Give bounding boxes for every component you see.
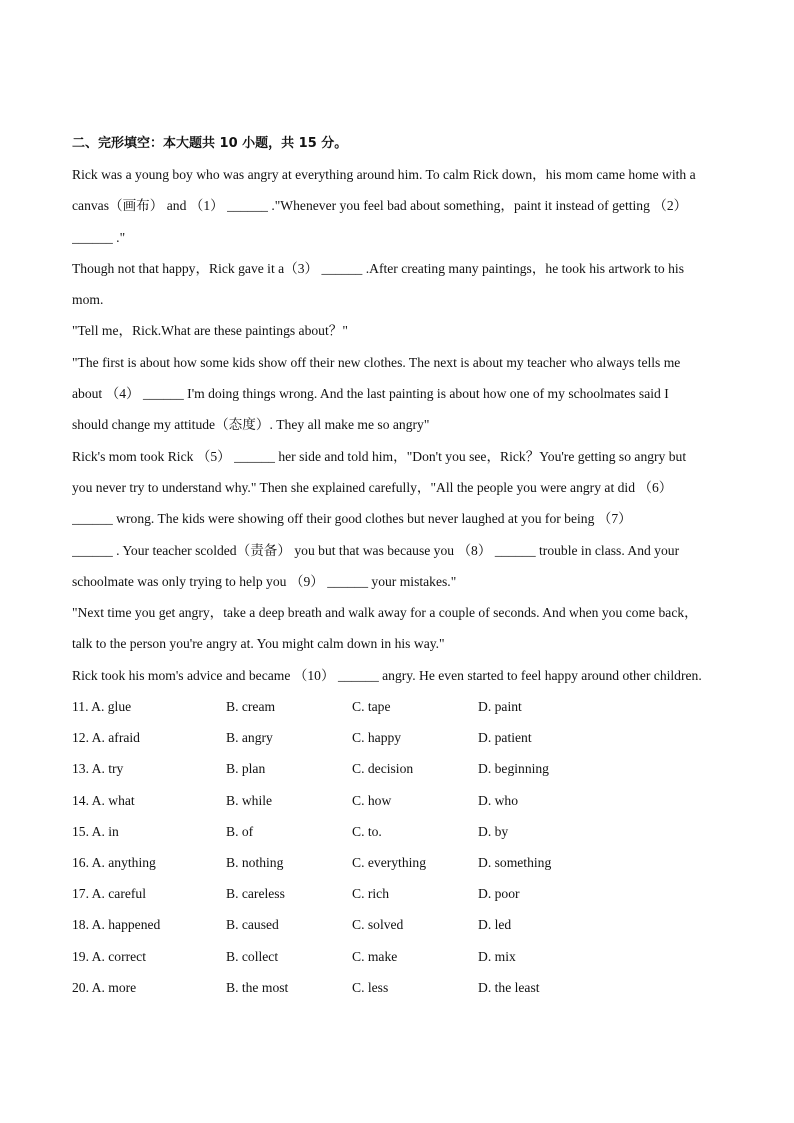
option-d: D. led xyxy=(478,917,512,933)
option-d: D. mix xyxy=(478,948,516,964)
question-row-17 xyxy=(72,878,722,909)
option-d: D. paint xyxy=(478,699,522,715)
section-heading: 二、完形填空：本大题共 10 小题，共 15 分。 xyxy=(72,136,348,151)
option-b: B. nothing xyxy=(226,854,284,870)
passage-line: should change my attitude（态度）. They all make me so angry" xyxy=(72,417,430,433)
option-d: D. by xyxy=(478,823,509,839)
option-c: C. make xyxy=(352,948,398,964)
option-a: 12. A. afraid xyxy=(72,730,140,746)
passage-line: schoolmate was only trying to help you （9） ______ your mistakes." xyxy=(72,573,457,589)
option-c: C. everything xyxy=(352,854,426,870)
question-row-14 xyxy=(72,785,722,816)
option-d: D. patient xyxy=(478,730,532,746)
passage-line: Though not that happy，Rick gave it a（3） ______ .After creating many paintings，he took his artwork to his xyxy=(72,260,684,276)
option-c: C. solved xyxy=(352,917,404,933)
passage-line: mom. xyxy=(72,292,104,308)
passage-line: Rick was a young boy who was angry at everything around him. To calm Rick down，his mom came home with a xyxy=(72,167,696,182)
passage-line: Rick's mom took Rick （5） ______ her side and told him，"Don't you see，Rick？You're getting so angry but xyxy=(72,448,687,464)
cloze-passage xyxy=(72,159,722,691)
question-row-19 xyxy=(72,941,722,972)
passage-line: "Next time you get angry，take a deep breath and walk away for a couple of seconds. And when you come back， xyxy=(72,605,698,621)
option-b: B. while xyxy=(226,792,273,808)
passage-line: ______ wrong. The kids were showing off their good clothes but never laughed at you for being （7） xyxy=(72,511,632,527)
exam-page xyxy=(72,128,722,1003)
passage-line: ______ ." xyxy=(72,229,126,245)
answer-options xyxy=(72,691,722,1003)
option-d: D. something xyxy=(478,854,552,870)
option-b: B. of xyxy=(226,823,254,839)
option-b: B. careless xyxy=(226,886,285,902)
option-c: C. how xyxy=(352,792,392,808)
option-b: B. caused xyxy=(226,917,279,933)
option-a: 15. A. in xyxy=(72,823,119,839)
option-a: 19. A. correct xyxy=(72,948,146,964)
question-row-18 xyxy=(72,909,722,940)
option-a: 14. A. what xyxy=(72,792,135,808)
passage-line: Rick took his mom's advice and became （10） ______ angry. He even started to feel happy around other children. xyxy=(72,667,702,683)
option-b: B. plan xyxy=(226,761,266,777)
question-row-15 xyxy=(72,816,722,847)
question-row-11 xyxy=(72,691,722,722)
option-c: C. happy xyxy=(352,730,402,746)
option-c: C. less xyxy=(352,979,389,995)
question-row-13 xyxy=(72,753,722,784)
passage-line: about （4） ______ I'm doing things wrong. And the last painting is about how one of my schoolmates said I xyxy=(72,386,669,402)
passage-line: "Tell me，Rick.What are these paintings about？" xyxy=(72,323,348,339)
option-c: C. rich xyxy=(352,886,389,902)
question-row-20 xyxy=(72,972,722,1003)
passage-line: talk to the person you're angry at. You might calm down in his way." xyxy=(72,636,445,652)
passage-line: canvas（画布） and （1） ______ ."Whenever you feel bad about something，paint it instead of getting （2） xyxy=(72,198,688,214)
option-a: 13. A. try xyxy=(72,761,124,777)
option-c: C. to. xyxy=(352,823,382,839)
option-a: 17. A. careful xyxy=(72,886,146,902)
option-b: B. cream xyxy=(226,699,276,715)
option-a: 11. A. glue xyxy=(72,699,132,715)
passage-line: you never try to understand why." Then she explained carefully，"All the people you were angry at did （6） xyxy=(72,479,673,495)
passage-line: ______ . Your teacher scolded（责备） you but that was because you （8） ______ trouble in class. And your xyxy=(72,542,680,558)
option-d: D. poor xyxy=(478,886,520,902)
option-c: C. tape xyxy=(352,699,391,715)
option-b: B. collect xyxy=(226,948,279,964)
option-c: C. decision xyxy=(352,761,414,777)
option-b: B. angry xyxy=(226,730,273,746)
option-d: D. beginning xyxy=(478,761,549,777)
option-a: 16. A. anything xyxy=(72,854,156,870)
question-row-12 xyxy=(72,722,722,753)
option-a: 18. A. happened xyxy=(72,917,161,933)
option-d: D. who xyxy=(478,792,519,808)
option-a: 20. A. more xyxy=(72,979,137,995)
option-b: B. the most xyxy=(226,979,289,995)
passage-line: "The first is about how some kids show off their new clothes. The next is about my teacher who always tells me xyxy=(72,354,681,370)
option-d: D. the least xyxy=(478,979,540,995)
question-row-16 xyxy=(72,847,722,878)
